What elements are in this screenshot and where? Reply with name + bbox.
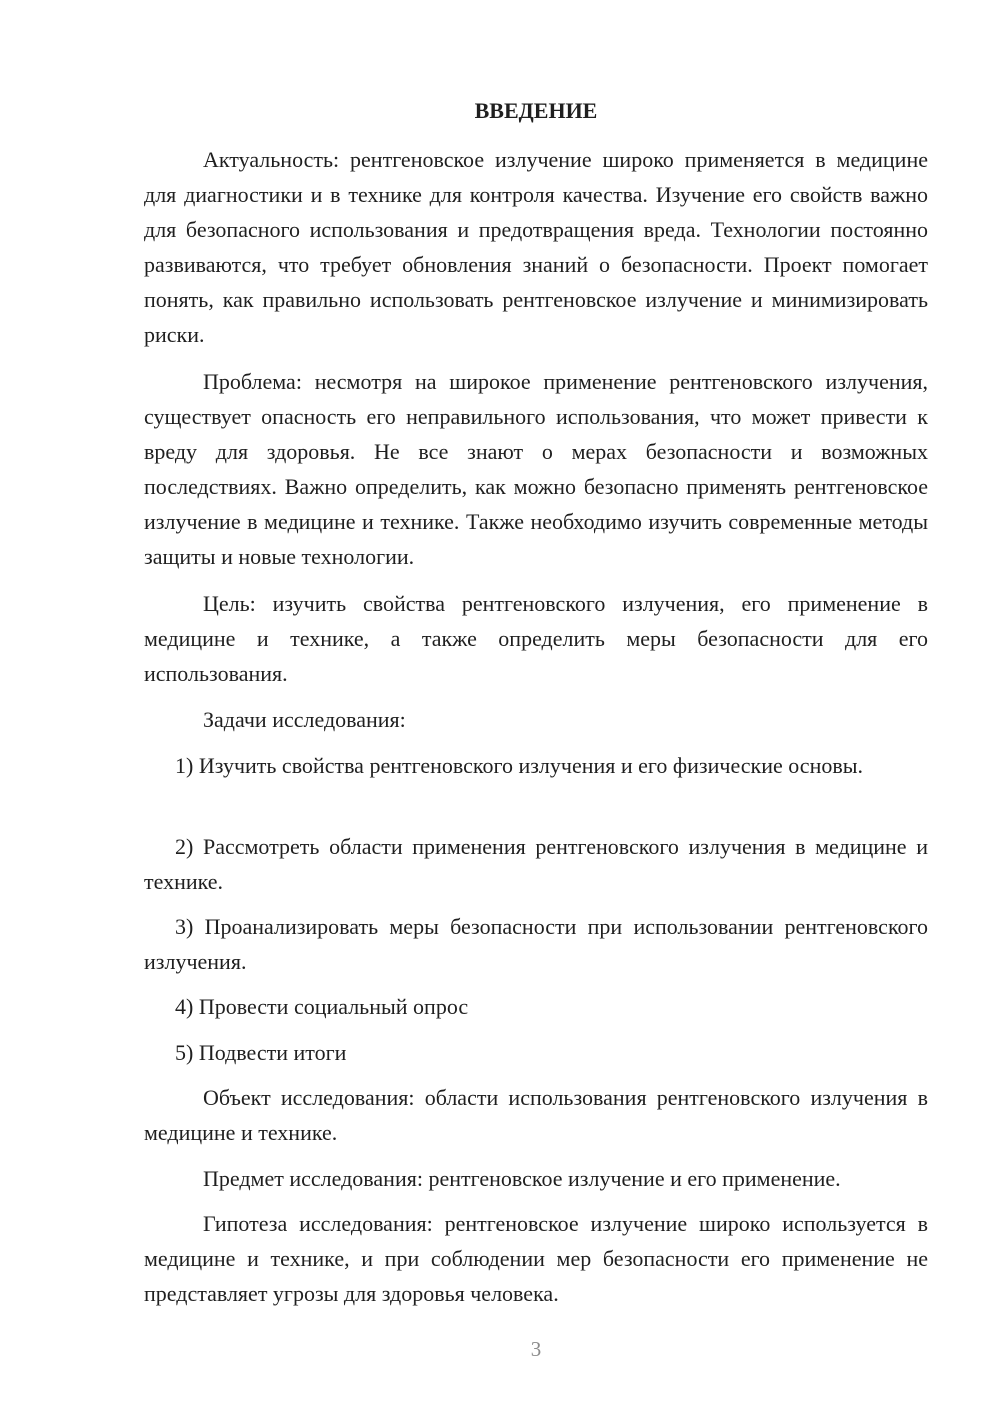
task-item-5: 5) Подвести итоги [175,1040,347,1065]
task-item-4: 4) Провести социальный опрос [175,994,469,1019]
paragraph-subject: Предмет исследования: рентгеновское излучение и его применение. [203,1166,841,1191]
page-number: 3 [530,1337,542,1361]
paragraph-problem: Проблема: несмотря на широкое применение рентгеновского излучения, существует опасность его неправильного использования, что может привести к вреду для здоровья. Не все знают о мерах безопасности и возможных последствиях. Важно определить, как можно безопасно применять рентгеновское излучение в медицине и технике. Также необходимо изучить современные методы защиты и новые технологии. [144,369,928,569]
task-item-2: 2) Рассмотреть области применения рентгеновского излучения в медицине и технике. [144,834,928,894]
tasks-title: Задачи исследования: [203,707,406,732]
paragraph-object: Объект исследования: области использования рентгеновского излучения в медицине и технике. [144,1085,928,1145]
task-item-1: 1) Изучить свойства рентгеновского излучения и его физические основы. [175,753,864,778]
section-heading: ВВЕДЕНИЕ [474,98,598,123]
paragraph-goal: Цель: изучить свойства рентгеновского излучения, его применение в медицине и технике, а также определить меры безопасности для его использования. [144,591,928,686]
paragraph-relevance: Актуальность: рентгеновское излучение широко применяется в медицине для диагностики и в технике для контроля качества. Изучение его свойств важно для безопасного использования и предотвращения вреда. Технологии постоянно развиваются, что требует обновления знаний о безопасности. Проект помогает понять, как правильно использовать рентгеновское излучение и минимизировать риски. [144,147,928,347]
task-item-3: 3) Проанализировать меры безопасности при использовании рентгеновского излучения. [144,914,928,974]
paragraph-hypothesis: Гипотеза исследования: рентгеновское излучение широко используется в медицине и технике, и при соблюдении мер безопасности его применение не представляет угрозы для здоровья человека. [144,1211,928,1306]
